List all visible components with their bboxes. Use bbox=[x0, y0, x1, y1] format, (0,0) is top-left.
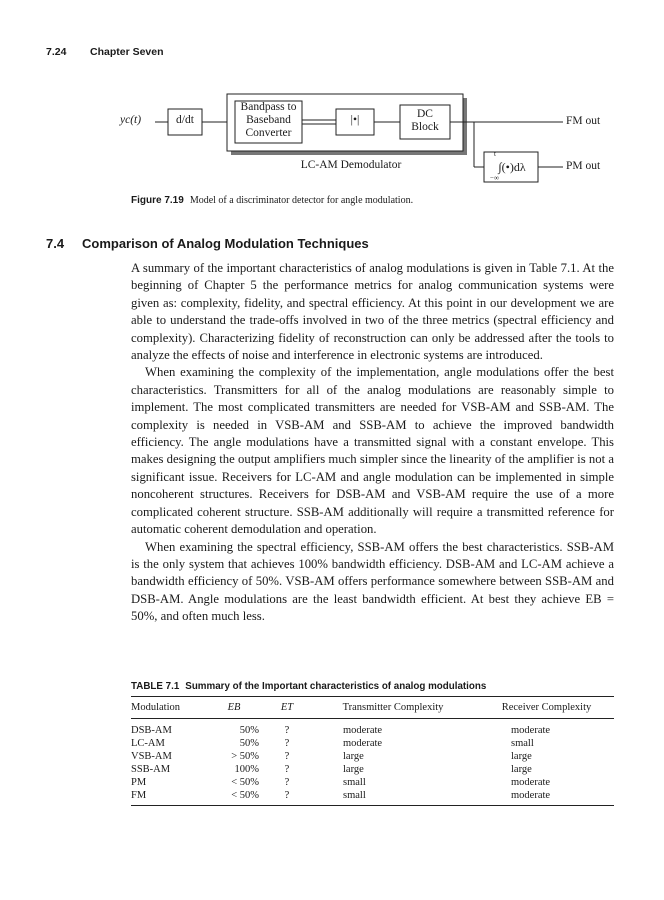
bandpass-label-line3: Converter bbox=[245, 127, 292, 139]
table-cell: small bbox=[511, 738, 534, 749]
table-caption-text: Summary of the Important characteristics of analog modulations bbox=[185, 681, 487, 692]
table-row bbox=[131, 737, 614, 750]
bandpass-label bbox=[235, 101, 302, 140]
block-diagram bbox=[0, 88, 664, 206]
table-cell: < 50% bbox=[231, 790, 259, 801]
integrator-label: ∫(•)dλ bbox=[498, 160, 526, 174]
table-cell: large bbox=[343, 764, 364, 775]
table-cell: large bbox=[343, 751, 364, 762]
demodulator-group-label: LC-AM Demodulator bbox=[300, 159, 402, 171]
table-cell: large bbox=[511, 751, 532, 762]
paragraph: When examining the complexity of the implementation, angle modulations offer the best characteristics. Transmitters for all of the analog modulations are reasonably simple to implement. The most complicated transmitters are needed for VSB-AM and SSB-AM. The complexity is needed in VSB-AM and SSB-AM to achieve the improved bandwidth efficiency. The angle modulations have a transmitted signal with a constant envelope. This makes designing the output amplifiers much simpler since the linearity of the amplifier is not a significant issue. Receivers for LC-AM and angle modulation can be implemented in simple noncoherent structures. Receivers for DSB-AM and VSB-AM require the use of a more complicated coherent structure. SSB-AM additionally will require a transmitted reference for automatic coherent demodulation and operation. bbox=[131, 365, 614, 537]
table-number: TABLE 7.1 bbox=[131, 681, 180, 692]
table-cell: 50% bbox=[239, 738, 259, 749]
block-diagram-lines bbox=[0, 88, 664, 206]
pm-out-label: PM out bbox=[566, 160, 601, 172]
table-cell: ? bbox=[284, 790, 290, 801]
table-cell: large bbox=[511, 764, 532, 775]
integrator-upper-limit: t bbox=[494, 150, 496, 158]
table-cell: PM bbox=[131, 777, 147, 788]
table-row bbox=[131, 763, 614, 776]
table-row bbox=[131, 750, 614, 763]
column-header: Transmitter Complexity bbox=[307, 697, 479, 719]
table-cell: DSB-AM bbox=[131, 725, 172, 736]
table-cell: ? bbox=[284, 725, 290, 736]
section-title: Comparison of Analog Modulation Techniques bbox=[82, 236, 369, 251]
table-cell: moderate bbox=[511, 725, 551, 736]
table-cell: 50% bbox=[239, 725, 259, 736]
figure-caption-text: Model of a discriminator detector for angle modulation. bbox=[189, 195, 414, 206]
table-cell: < 50% bbox=[231, 777, 259, 788]
table-cell: ? bbox=[284, 777, 290, 788]
column-header: EB bbox=[201, 697, 267, 719]
table-header-row bbox=[131, 697, 614, 719]
chapter-title: Chapter Seven bbox=[90, 46, 164, 58]
table-row bbox=[131, 776, 614, 789]
running-header bbox=[46, 46, 164, 58]
table-cell: ? bbox=[284, 764, 290, 775]
integrator-lower-limit: −∞ bbox=[490, 174, 499, 182]
table-cell: FM bbox=[131, 790, 147, 801]
table-cell: moderate bbox=[343, 725, 383, 736]
table-cell: 100% bbox=[234, 764, 259, 775]
page-number: 7.24 bbox=[46, 46, 67, 58]
table-cell: > 50% bbox=[231, 751, 259, 762]
dc-block-label-line2: Block bbox=[411, 121, 439, 133]
column-header: Receiver Complexity bbox=[479, 697, 614, 719]
body-text bbox=[131, 260, 614, 626]
table-cell: moderate bbox=[511, 790, 551, 801]
table-cell: ? bbox=[284, 751, 290, 762]
table-cell: ? bbox=[284, 738, 290, 749]
paragraph: When examining the spectral efficiency, SSB-AM offers the best characteristics. SSB-AM is the only system that achieves 100% bandwidth efficiency. DSB-AM and LC-AM achieve a bandwidth efficiency of 50%. VSB-AM offers performance somewhere between SSB-AM and DSB-AM. Angle modulations are the least bandwidth efficient. At best they achieve EB = 50%, and often much less. bbox=[131, 539, 614, 624]
table-cell: small bbox=[343, 790, 366, 801]
figure-caption bbox=[131, 195, 413, 206]
section-heading bbox=[46, 236, 369, 251]
absolute-value-label: |•| bbox=[350, 114, 360, 126]
derivative-label: d/dt bbox=[176, 114, 194, 126]
bandpass-label-line1: Bandpass to bbox=[240, 101, 297, 113]
input-signal-label: yc(t) bbox=[120, 114, 142, 126]
column-header: Modulation bbox=[131, 697, 201, 719]
table-caption bbox=[131, 681, 486, 692]
table-row bbox=[131, 789, 614, 805]
dc-block-label bbox=[400, 108, 450, 134]
table-cell: SSB-AM bbox=[131, 764, 171, 775]
section-number: 7.4 bbox=[46, 236, 65, 251]
fm-out-label: FM out bbox=[566, 115, 601, 127]
dc-block-label-line1: DC bbox=[417, 108, 433, 120]
paragraph: A summary of the important characteristics of analog modulations is given in Table 7.1. At the beginning of Chapter 5 the performance metrics for analog communication systems were given as: complexity, fidelity, and spectral efficiency. At this point in our development we are able to understand the trade-offs involved in two of the three metrics (spectral efficiency and complexity). Characterizing fidelity of reconstruction can only be addressed after the tools to analyze the effects of noise and interference in electronic systems are introduced. bbox=[131, 261, 614, 363]
table-cell: LC-AM bbox=[131, 738, 165, 749]
table-cell: moderate bbox=[511, 777, 551, 788]
figure-number: Figure 7.19 bbox=[131, 195, 184, 206]
column-header: ET bbox=[267, 697, 307, 719]
table-cell: VSB-AM bbox=[131, 751, 172, 762]
summary-table bbox=[131, 696, 614, 806]
table-row bbox=[131, 719, 614, 738]
table-cell: moderate bbox=[343, 738, 383, 749]
table-cell: small bbox=[343, 777, 366, 788]
bandpass-label-line2: Baseband bbox=[246, 114, 291, 126]
